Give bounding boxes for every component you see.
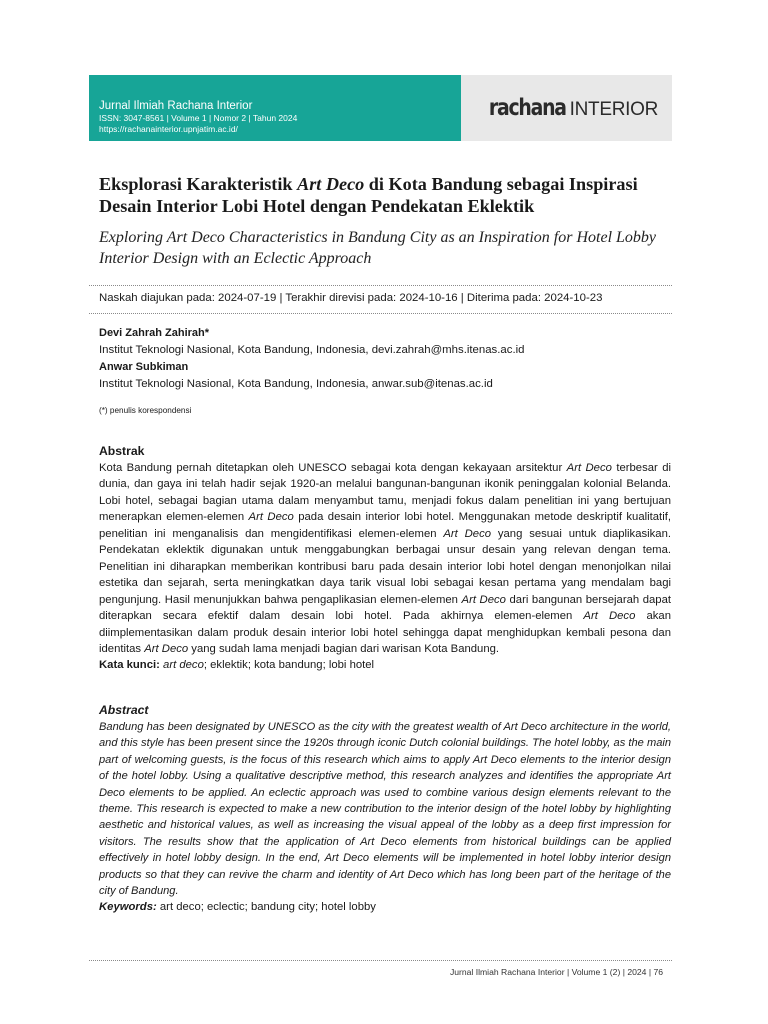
divider-dates [89,313,672,314]
author-affiliation: Institut Teknologi Nasional, Kota Bandung, Indonesia, devi.zahrah@mhs.itenas.ac.id [99,344,525,356]
abstrak-body: Kota Bandung pernah ditetapkan oleh UNESCO sebagai kota dengan kekayaan arsitektur Art Deco terbesar di dunia, dan gaya ini telah hadir sejak 1920-an melalui bangunan-bangunan ikonik peninggalan kolonial Belanda. Lobi hotel, sebagai bagian utama dalam menyambut tamu, menjadi fokus dalam penelitian ini yang bertujuan menerapkan elemen-elemen Art Deco pada desain interior lobi hotel. Menggunakan metode deskriptif kualitatif, penelitian ini menganalisis dan mengidentifikasi elemen-elemen Art Deco yang sesuai untuk diaplikasikan. Pendekatan eklektik digunakan untuk menggabungkan berbagai unsur desain yang relevan dengan tema. Penelitian ini diharapkan memberikan kontribusi baru pada desain interior lobi hotel dengan menonjolkan nilai estetika dan sejarah, serta meningkatkan daya tarik visual lobi sebagai kesan pertama yang mendalam bagi pengunjung. Hasil menunjukkan bahwa pengaplikasian elemen-elemen Art Deco dari bangunan bersejarah dapat diterapkan secara efektif dalam desain lobi hotel. Pada akhirnya elemen-elemen Art Deco akan diimplementasikan dalam produk desain interior lobi hotel sehingga dapat menghidupkan kembali pesona dan identitas Art Deco yang sudah lama menjadi bagian dari warisan Kota Bandung. [99,462,672,655]
journal-url[interactable]: https://rachanainterior.upnjatim.ac.id/ [99,124,238,134]
logo-block [461,75,672,141]
abstract-body: Bandung has been designated by UNESCO as the city with the greatest wealth of Art Deco architecture in the world, and this style has been present since the 1920s through iconic Dutch colonial buildings. The hotel lobby, as the main part of welcoming guests, is the focus of this research which aims to apply Art Deco elements to the interior design of the hotel lobby. Using a qualitative descriptive method, this research analyzes and identifies the appropriate Art Deco elements to be applied. An eclectic approach was used to combine various design elements relevant to the theme. This research is expected to make a new contribution to the interior design of the hotel lobby by highlighting aesthetic and historical values, as well as increasing the visual appeal of the lobby as a deep first impression for visitors. The results show that the application of Art Deco elements from historical buildings can be applied effectively in hotel lobby design. In the end, Art Deco elements will be implemented in hotel lobby interior design products so that they can revive the charm and identity of Art Deco which has long been part of the heritage of the city of Bandung. [99,721,671,898]
abstract-heading: Abstract [99,703,149,717]
corresponding-note: (*) penulis korespondensi [99,406,192,415]
divider-footer [89,960,672,961]
paper-title-indonesian [99,173,679,217]
journal-name: Jurnal Ilmiah Rachana Interior [99,100,253,112]
journal-info-block [89,75,461,141]
divider-top [89,285,672,286]
abstract-section [99,703,671,916]
logo-brand: rachana [488,95,566,121]
title-text-2: di Kota Bandung sebagai Inspirasi Desain Interior Lobi Hotel dengan Pendekatan Eklektik [99,174,638,216]
journal-meta: ISSN: 3047-8561 | Volume 1 | Nomor 2 | Tahun 2024 [99,113,298,123]
author-name: Anwar Subkiman [99,361,189,373]
submission-dates: Naskah diajukan pada: 2024-07-19 | Terakhir direvisi pada: 2024-10-16 | Diterima pada: 2024-10-23 [99,292,603,304]
abstrak-heading: Abstrak [99,444,145,458]
page-footer: Jurnal Ilmiah Rachana Interior | Volume 1 (2) | 2024 | 76 [449,967,663,977]
abstrak-section [99,444,671,674]
paper-title-english: Exploring Art Deco Characteristics in Bandung City as an Inspiration for Hotel Lobby Interior Design with an Eclectic Approach [99,229,657,267]
author-list [99,325,524,393]
title-text-1: Eksplorasi Karakteristik [99,174,298,194]
keywords: Keywords: art deco; eclectic; bandung city; hotel lobby [99,901,376,914]
logo-sub: INTERIOR [569,99,658,120]
author-affiliation: Institut Teknologi Nasional, Kota Bandung, Indonesia, anwar.sub@itenas.ac.id [99,378,493,390]
title-italic: Art Deco [297,174,365,194]
journal-logo [472,95,658,121]
author-name: Devi Zahrah Zahirah* [99,327,210,339]
kata-kunci: Kata kunci: art deco; eklektik; kota bandung; lobi hotel [99,659,375,672]
journal-banner [89,75,672,141]
